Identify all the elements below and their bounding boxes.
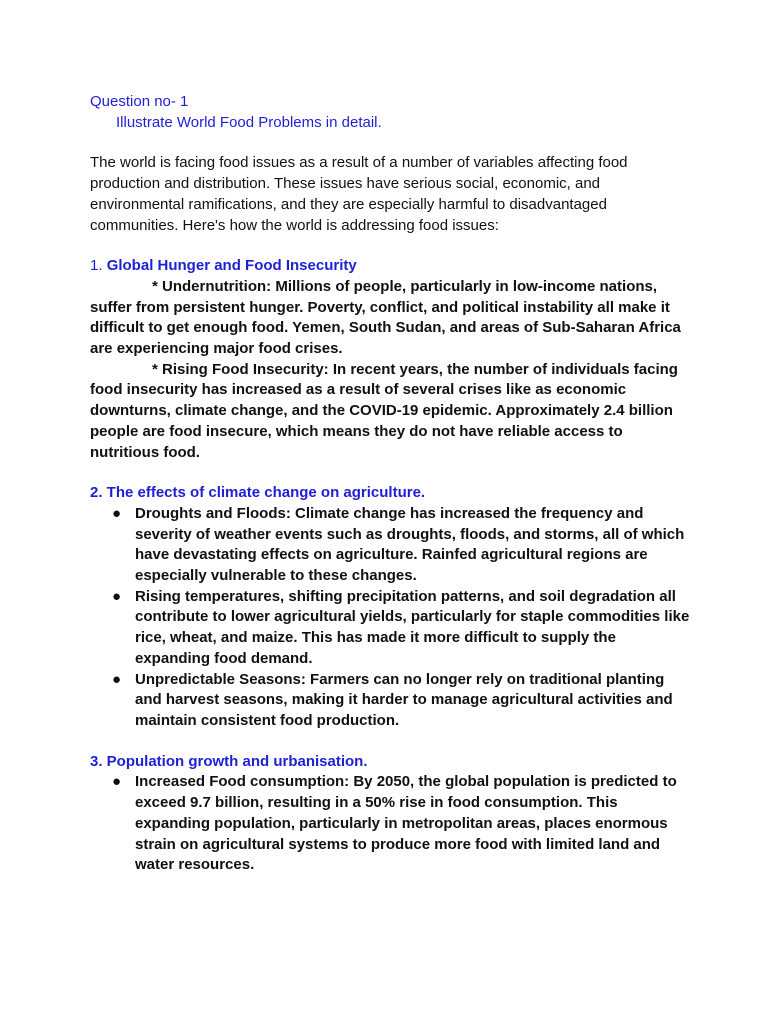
section-1-paragraph-undernutrition: * Undernutrition: Millions of people, particularly in low-income nations, suffer from persistent hunger. Poverty, conflict, and political instability all make it difficult to get enough food. Yemen, South Sudan, and areas of Sub-Saharan Africa are experiencing major food crises. xyxy=(90,277,681,358)
question-subtitle: Illustrate World Food Problems in detail. xyxy=(116,113,382,131)
section-1-paragraph-rising-insecurity: * Rising Food Insecurity: In recent years, the number of individuals facing food insecurity has increased as a result of several crises like as economic downturns, climate change, and the COVID-19 epidemic. Approximately 2.4 billion people are food insecure, which means they do not have reliable access to nutritious food. xyxy=(90,360,678,461)
bullet-icon: ● xyxy=(112,504,122,522)
section-2-heading: 2. The effects of climate change on agriculture. xyxy=(90,484,426,502)
bullet-icon: ● xyxy=(112,773,122,791)
document-page xyxy=(90,92,690,876)
list-item xyxy=(90,670,690,732)
list-item xyxy=(90,772,690,876)
list-item-text: Droughts and Floods: Climate change has increased the frequency and severity of weather events such as droughts, floods, and storms, all of which have devastating effects on agriculture. Rainfed agricultural regions are especially vulnerable to these changes. xyxy=(135,504,685,585)
section-2-bullet-list xyxy=(90,504,690,732)
section-3-heading: 3. Population growth and urbanisation. xyxy=(90,752,368,770)
bullet-icon: ● xyxy=(112,670,122,688)
section-1-heading xyxy=(90,256,690,277)
list-item xyxy=(90,504,690,587)
list-item-text: Increased Food consumption: By 2050, the global population is predicted to exceed 9.7 billion, resulting in a 50% rise in food consumption. This expanding population, particularly in metropolitan areas, places enormous strain on agricultural systems to produce more food with limited land and water resources. xyxy=(135,773,677,874)
intro-paragraph: The world is facing food issues as a result of a number of variables affecting food production and distribution. These issues have serious social, economic, and environmental ramifications, and they are especially harmful to disadvantaged communities. Here's how the world is addressing food issues: xyxy=(90,154,628,234)
bullet-icon: ● xyxy=(112,587,122,605)
list-item xyxy=(90,587,690,670)
question-title: Question no- 1 xyxy=(90,93,189,110)
list-item-text: Rising temperatures, shifting precipitation patterns, and soil degradation all contribute to lower agricultural yields, particularly for staple commodities like rice, wheat, and maize. This has made it more difficult to supply the expanding food demand. xyxy=(135,587,690,667)
section-3-bullet-list xyxy=(90,772,690,876)
section-1-heading-text: Global Hunger and Food Insecurity xyxy=(106,257,357,275)
section-1-number: 1. xyxy=(90,257,103,275)
list-item-text: Unpredictable Seasons: Farmers can no longer rely on traditional planting and harvest seasons, making it harder to manage agricultural activities and maintain consistent food production. xyxy=(135,670,673,729)
